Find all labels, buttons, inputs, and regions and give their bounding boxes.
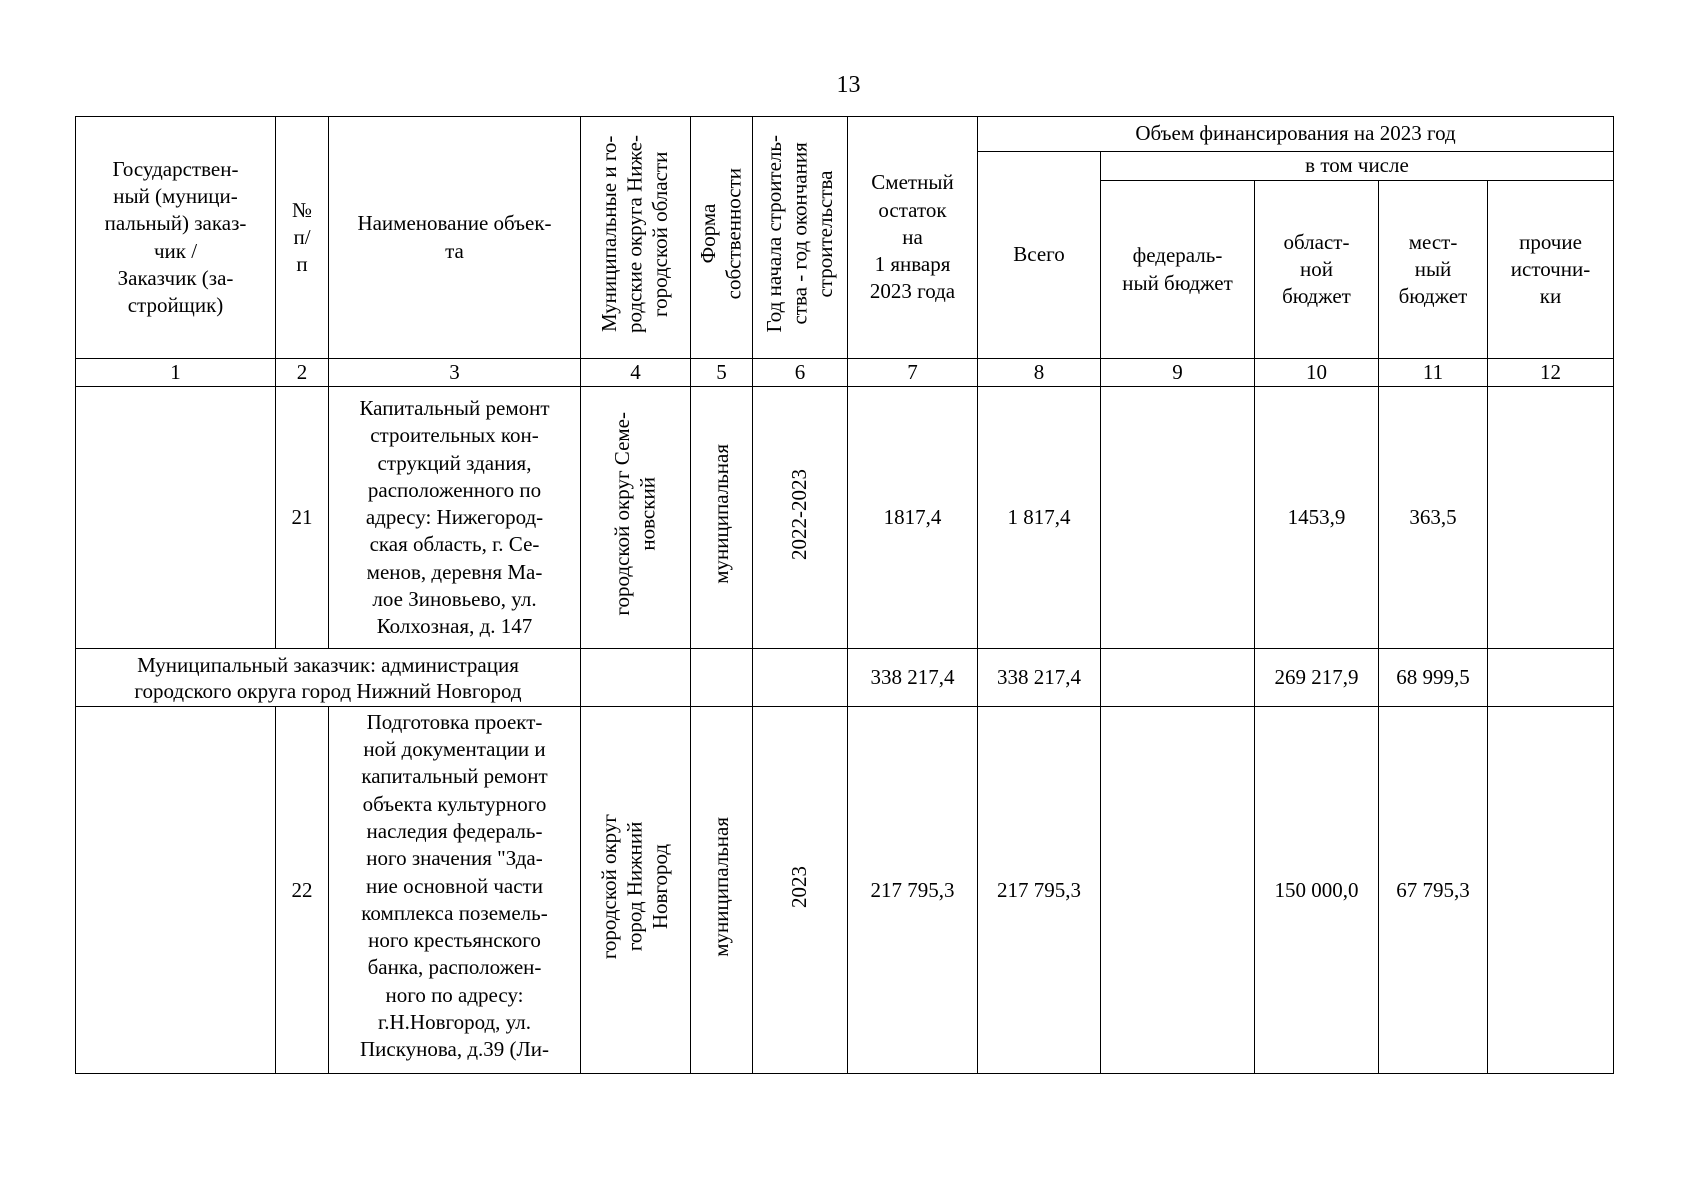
years-cell: 2022-2023 bbox=[753, 387, 848, 649]
column-number: 12 bbox=[1488, 359, 1614, 387]
header-regional: област- ной бюджет bbox=[1255, 181, 1379, 359]
header-total: Всего bbox=[978, 152, 1101, 359]
financing-table bbox=[75, 116, 1614, 1074]
column-number: 8 bbox=[978, 359, 1101, 387]
row-number: 22 bbox=[276, 707, 329, 1074]
header-volume: Объем финансирования на 2023 год bbox=[978, 117, 1614, 152]
federal-cell bbox=[1101, 707, 1255, 1074]
header-municipality: Муниципальные и го- родские округа Ниже- городской области bbox=[581, 117, 691, 359]
column-number: 3 bbox=[329, 359, 581, 387]
customer-cell bbox=[76, 387, 276, 649]
column-number: 10 bbox=[1255, 359, 1379, 387]
ownership-cell: муниципальная bbox=[691, 707, 753, 1074]
municipality-cell bbox=[581, 649, 691, 707]
header-other: прочие источни- ки bbox=[1488, 181, 1614, 359]
column-numbers-row bbox=[76, 359, 1614, 387]
years-cell: 2023 bbox=[753, 707, 848, 1074]
subtotal-local: 68 999,5 bbox=[1379, 649, 1488, 707]
header-name: Наименование объек- та bbox=[329, 117, 581, 359]
header-ownership: Форма собственности bbox=[691, 117, 753, 359]
header-customer: Государствен- ный (муници- пальный) заказ- чик / Заказчик (за- стройщик) bbox=[76, 117, 276, 359]
years-cell bbox=[753, 649, 848, 707]
subtotal-other bbox=[1488, 649, 1614, 707]
total-cell: 217 795,3 bbox=[978, 707, 1101, 1074]
header-federal: федераль- ный бюджет bbox=[1101, 181, 1255, 359]
regional-cell: 1453,9 bbox=[1255, 387, 1379, 649]
other-cell bbox=[1488, 387, 1614, 649]
municipality-cell: городской округ Семе- новский bbox=[581, 387, 691, 649]
header-estimate: Сметный остаток на 1 января 2023 года bbox=[848, 117, 978, 359]
estimate-cell: 1817,4 bbox=[848, 387, 978, 649]
ownership-cell: муниципальная bbox=[691, 387, 753, 649]
subtotal-regional: 269 217,9 bbox=[1255, 649, 1379, 707]
local-cell: 67 795,3 bbox=[1379, 707, 1488, 1074]
row-number: 21 bbox=[276, 387, 329, 649]
column-number: 7 bbox=[848, 359, 978, 387]
subtotal-total: 338 217,4 bbox=[978, 649, 1101, 707]
column-number: 1 bbox=[76, 359, 276, 387]
customer-cell bbox=[76, 707, 276, 1074]
local-cell: 363,5 bbox=[1379, 387, 1488, 649]
estimate-cell: 217 795,3 bbox=[848, 707, 978, 1074]
object-name: Подготовка проект- ной документации и капитальный ремонт объекта культурного наследия федераль- ного значения "Зда- ние основной части комплекса поземель- ного крестьянского банка, расположен- ного по адресу: г.Н.Новгород, ул. Пискунова, д.39 (Ли- bbox=[329, 707, 581, 1074]
object-name: Капитальный ремонт строительных кон- струкций здания, расположенного по адресу: Нижегород- ская область, г. Се- менов, деревня Ма- лое Зиновьево, ул. Колхозная, д. 147 bbox=[329, 387, 581, 649]
table-row bbox=[76, 707, 1614, 1074]
header-including: в том числе bbox=[1101, 152, 1614, 181]
column-number: 6 bbox=[753, 359, 848, 387]
header-local: мест- ный бюджет bbox=[1379, 181, 1488, 359]
other-cell bbox=[1488, 707, 1614, 1074]
column-number: 2 bbox=[276, 359, 329, 387]
column-number: 11 bbox=[1379, 359, 1488, 387]
ownership-cell bbox=[691, 649, 753, 707]
subtotal-estimate: 338 217,4 bbox=[848, 649, 978, 707]
total-cell: 1 817,4 bbox=[978, 387, 1101, 649]
header-num: № п/ п bbox=[276, 117, 329, 359]
subtotal-federal bbox=[1101, 649, 1255, 707]
federal-cell bbox=[1101, 387, 1255, 649]
header-years: Год начала строитель- ства - год окончания строительства bbox=[753, 117, 848, 359]
column-number: 5 bbox=[691, 359, 753, 387]
column-number: 9 bbox=[1101, 359, 1255, 387]
table-row bbox=[76, 387, 1614, 649]
header-row-1 bbox=[76, 117, 1614, 152]
regional-cell: 150 000,0 bbox=[1255, 707, 1379, 1074]
municipality-cell: городской округ город Нижний Новгород bbox=[581, 707, 691, 1074]
page-number: 13 bbox=[836, 72, 861, 98]
column-number: 4 bbox=[581, 359, 691, 387]
subtotal-label: Муниципальный заказчик: администрация городского округа город Нижний Новгород bbox=[76, 649, 581, 707]
subtotal-row bbox=[76, 649, 1614, 707]
